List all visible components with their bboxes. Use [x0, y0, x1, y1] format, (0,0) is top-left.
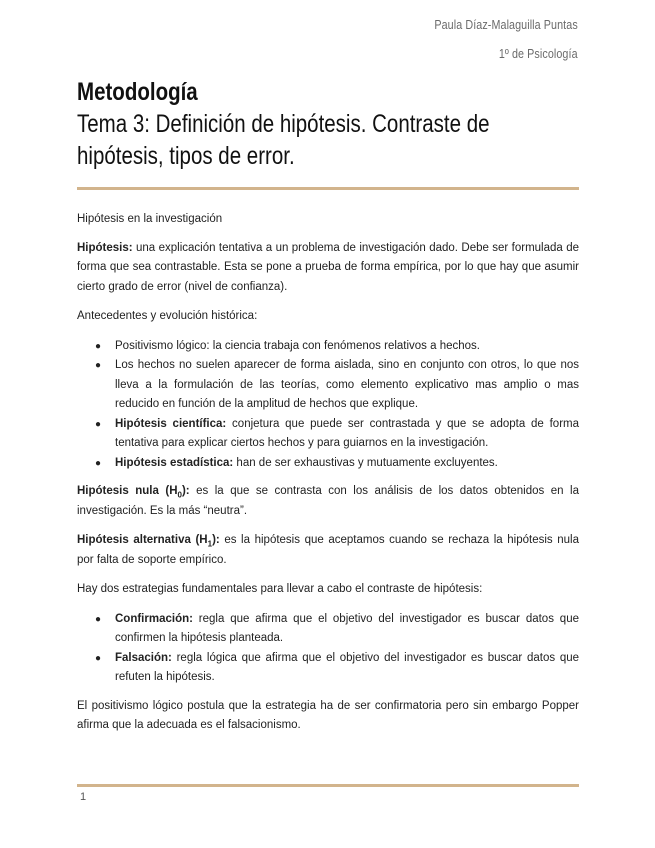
list-item-text: Los hechos no suelen aparecer de forma aislada, sino en conjunto con otros, lo que nos lleva a la formulación de las teorías, como elemento explicativo mas amplio o mas reducido en función de la amplitud de hechos que explique.: [115, 359, 579, 410]
list-item-label: Hipótesis estadística:: [115, 456, 234, 469]
list-item-text: han de ser exhaustivas y mutuamente excluyentes.: [233, 456, 498, 469]
paragraph-hipotesis-nula: [77, 482, 579, 521]
definition-hipotesis-nula: es la que se contrasta con los análisis de los datos obtenidos en la investigación. Es la más “neutra”.: [77, 485, 579, 517]
list-item: [95, 356, 579, 415]
title-block: [77, 76, 597, 172]
paragraph-hipotesis-alternativa: [77, 531, 579, 570]
bullet-icon: ●: [95, 652, 102, 664]
definition-hipotesis: una explicación tentativa a un problema de investigación dado. Debe ser formulada de forma que sea contrastable. Esta se pone a prueba de forma empírica, por lo que hay que asumir cierto grado de error (nivel de confianza).: [77, 241, 579, 293]
header-course: 1º de Psicología: [499, 47, 578, 61]
page-number: 1: [80, 791, 87, 803]
bullet-icon: ●: [95, 613, 102, 625]
list-item-label: Confirmación:: [115, 612, 193, 625]
header-author: Paula Díaz-Malaguilla Puntas: [434, 18, 578, 32]
top-divider: [77, 187, 579, 190]
list-item-label: Hipótesis científica:: [115, 417, 227, 430]
definition-hipotesis-alternativa: es la hipótesis que aceptamos cuando se rechaza la hipótesis nula por falta de soporte empírico.: [77, 534, 579, 566]
bottom-divider: [77, 784, 579, 787]
list-item-text: conjetura que puede ser contrastada y que se adopta de forma tentativa para explicar ciertos hechos y para guiarnos en la investigación.: [115, 417, 580, 449]
bullet-icon: ●: [95, 360, 102, 371]
list-item: [95, 337, 579, 357]
paragraph-antecedentes: Antecedentes y evolución histórica:: [77, 310, 258, 322]
term-hipotesis-alternativa: Hipótesis alternativa $(H_1)$:: [77, 534, 220, 549]
document-subtitle: Tema 3: Definición de hipótesis. Contraste de hipótesis, tipos de error.: [77, 110, 490, 170]
list-item: [95, 415, 580, 454]
list-item: [95, 610, 579, 649]
bullet-icon: ●: [95, 457, 102, 469]
section-heading: Hipótesis en la investigación: [77, 213, 223, 225]
list-item-text: regla lógica que afirma que el objetivo del investigador es buscar datos que refuten la hipótesis.: [115, 651, 579, 683]
paragraph-conclusion: El positivismo lógico postula que la estrategia ha de ser confirmatoria pero sin embargo Popper afirma que la adecuada es el falsacionismo.: [77, 699, 579, 731]
list-item-text: regla que afirma que el objetivo del investigador es buscar datos que confirmen la hipótesis planteada.: [115, 612, 579, 644]
term-hipotesis: Hipótesis:: [77, 241, 133, 254]
list-estrategias: [77, 610, 579, 688]
term-hipotesis-nula: Hipótesis nula $(H_0)$:: [77, 485, 190, 500]
paragraph-hipotesis: [77, 239, 579, 298]
document-title: Metodología: [77, 78, 198, 106]
list-antecedentes: [77, 337, 579, 474]
list-item: [95, 649, 579, 688]
paragraph-estrategias: Hay dos estrategias fundamentales para llevar a cabo el contraste de hipótesis:: [77, 583, 483, 595]
bullet-icon: ●: [95, 418, 102, 430]
document-body: [77, 210, 579, 746]
bullet-icon: ●: [95, 340, 102, 352]
list-item-label: Falsación:: [115, 651, 172, 664]
list-item-text: Positivismo lógico: la ciencia trabaja con fenómenos relativos a hechos.: [115, 339, 480, 352]
list-item: [95, 454, 579, 474]
